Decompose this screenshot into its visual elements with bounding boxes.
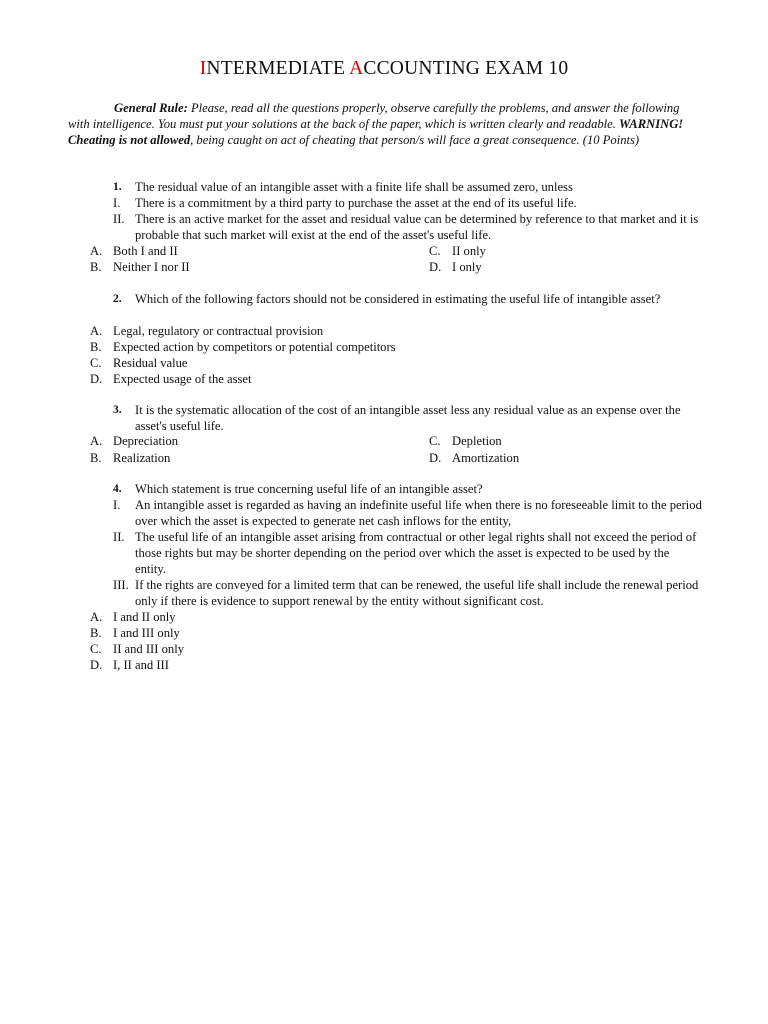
statement-i: [113, 497, 703, 529]
general-rule-text-2: , being caught on act of cheating that person/s will face a great consequence. (10 Points): [190, 133, 640, 147]
option-text: Amortization: [452, 451, 520, 465]
option-text: Both I and II: [113, 244, 178, 258]
question-text: Which of the following factors should not be considered in estimating the useful life of intangible asset?: [135, 292, 661, 306]
statement-ii: [113, 211, 703, 243]
statement-text: There is a commitment by a third party to purchase the asset at the end of its useful life.: [135, 196, 577, 210]
option-letter: D.: [90, 658, 103, 672]
question-text: Which statement is true concerning useful life of an intangible asset?: [135, 482, 483, 496]
option-text: Depletion: [452, 434, 502, 448]
option-letter: C.: [90, 642, 102, 656]
statement-numeral: II.: [113, 530, 125, 544]
option-text: I only: [452, 260, 482, 274]
statement-text: The useful life of an intangible asset arising from contractual or other legal rights shall not exceed the period of those rights but may be shorter depending on the period over which the asset is expected to be used by the entity.: [135, 530, 697, 576]
statement-text: There is an active market for the asset and residual value can be determined by reference to that market and it is probable that such market will exist at the end of the asset's useful life.: [135, 212, 699, 242]
option-text: I and III only: [113, 626, 180, 640]
question-1-stem: [113, 179, 703, 195]
title-initial-i: I: [199, 58, 207, 79]
option-text: Depreciation: [113, 434, 179, 448]
title-part-1: NTERMEDIATE: [206, 58, 350, 79]
option-letter: B.: [90, 260, 102, 274]
question-number: 1.: [113, 181, 122, 193]
statement-numeral: II.: [113, 212, 125, 226]
option-letter: B.: [90, 340, 102, 354]
option-letter: B.: [90, 451, 102, 465]
question-number: 3.: [113, 404, 122, 416]
option-letter: D.: [429, 260, 442, 274]
general-rule-text-1: Please, read all the questions properly, observe carefully the problems, and answer the following with intelligence. You must put your solutions at the back of the paper, which is written clearly and readable.: [68, 101, 680, 131]
title-part-2: CCOUNTING EXAM 10: [363, 58, 569, 79]
statement-text: An intangible asset is regarded as having an indefinite useful life when there is no foreseeable limit to the period over which the asset is expected to generate net cash inflows for the entity,: [135, 498, 702, 528]
option-text: Residual value: [113, 356, 188, 370]
statement-ii: [113, 529, 703, 577]
option-text: Expected usage of the asset: [113, 372, 252, 386]
question-number: 4.: [113, 483, 122, 495]
question-text: The residual value of an intangible asset with a finite life shall be assumed zero, unless: [135, 180, 573, 194]
option-text: Neither I nor II: [113, 260, 190, 274]
statement-numeral: I.: [113, 196, 121, 210]
statement-numeral: III.: [113, 578, 129, 592]
option-letter: A.: [90, 324, 103, 338]
warning-text: WARNING! Cheating is not allowed: [68, 117, 684, 147]
option-letter: D.: [429, 451, 442, 465]
statement-i: [113, 195, 703, 211]
statement-iii: [113, 577, 703, 609]
question-4-stem: [113, 481, 703, 497]
statement-text: If the rights are conveyed for a limited term that can be renewed, the useful life shall include the renewal period only if there is evidence to support renewal by the entity without significant cost.: [135, 578, 699, 608]
option-text: Expected action by competitors or potential competitors: [113, 340, 396, 354]
general-rule-label: General Rule:: [114, 101, 188, 115]
option-letter: B.: [90, 626, 102, 640]
question-text: It is the systematic allocation of the cost of an intangible asset less any residual value as an expense over the asset's useful life.: [135, 403, 681, 433]
option-letter: A.: [90, 244, 103, 258]
option-letter: A.: [90, 434, 103, 448]
title-initial-a: A: [349, 58, 364, 79]
general-rule-paragraph: [68, 100, 700, 148]
option-letter: C.: [429, 434, 441, 448]
statement-numeral: I.: [113, 498, 121, 512]
option-letter: D.: [90, 372, 103, 386]
option-letter: C.: [90, 356, 102, 370]
option-text: II and III only: [113, 642, 184, 656]
option-text: II only: [452, 244, 486, 258]
option-text: Realization: [113, 451, 171, 465]
question-2-stem: [113, 291, 703, 307]
question-number: 2.: [113, 293, 122, 305]
option-text: I and II only: [113, 610, 176, 624]
question-3-stem: [113, 402, 703, 434]
option-text: I, II and III: [113, 658, 169, 672]
option-letter: A.: [90, 610, 103, 624]
option-letter: C.: [429, 244, 441, 258]
exam-title: [0, 58, 768, 80]
option-text: Legal, regulatory or contractual provision: [113, 324, 324, 338]
